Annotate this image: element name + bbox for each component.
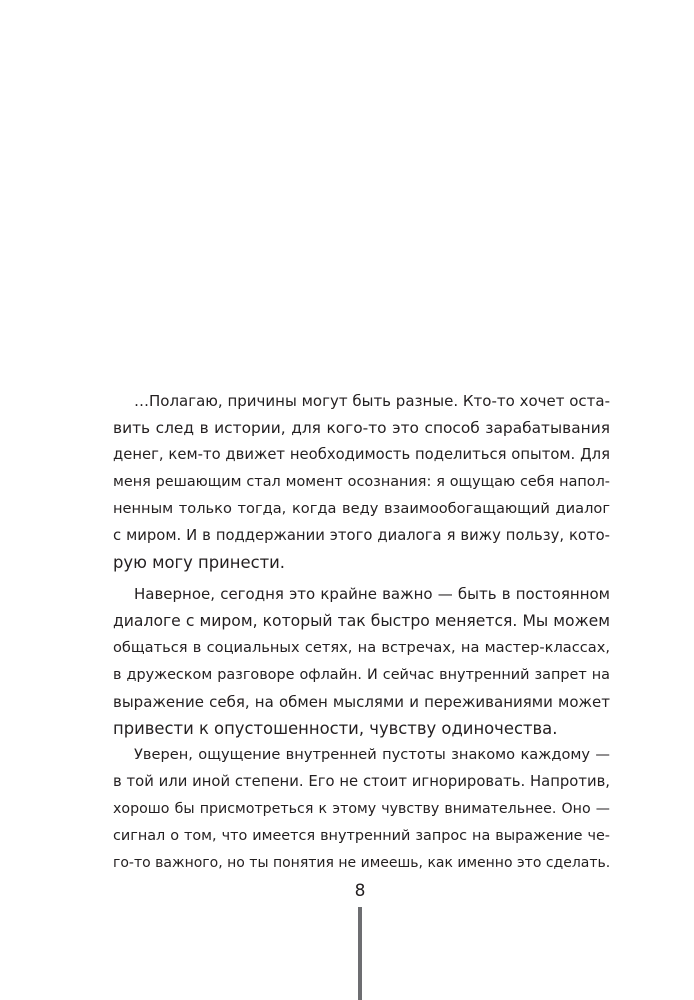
paragraph-line: вить след в истории, для кого-то это способ зарабатывания	[113, 419, 610, 437]
paragraph-line: го-то важного, но ты понятия не имеешь, как именно это сделать.	[113, 855, 611, 871]
paragraph-line: денег, кем-то движет необходимость поделиться опытом. Для	[113, 446, 610, 463]
page-marker-bar	[358, 907, 362, 1000]
paragraph-line: с миром. И в поддержании этого диалога я вижу пользу, кото-	[113, 527, 610, 544]
paragraph-line: рую могу принести.	[113, 553, 286, 572]
paragraph-line: в той или иной степени. Его не стоит игнорировать. Напротив,	[113, 773, 610, 790]
paragraph-line: сигнал о том, что имеется внутренний запрос на выражение че-	[113, 828, 610, 844]
paragraph-line: выражение себя, на обмен мыслями и переживаниями может	[113, 693, 610, 711]
paragraph-line: меня решающим стал момент осознания: я ощущаю себя напол-	[113, 474, 610, 490]
page-number: 8	[354, 881, 366, 901]
paragraph-line: Наверное, сегодня это крайне важно — быть в постоянном	[134, 585, 610, 603]
paragraph-line: Уверен, ощущение внутренней пустоты знакомо каждому —	[134, 746, 610, 763]
paragraph-line: …Полагаю, причины могут быть разные. Кто-то хочет оста-	[134, 392, 610, 410]
paragraph-line: привести к опустошенности, чувству одиночества.	[113, 719, 558, 738]
paragraph-line: ненным только тогда, когда веду взаимообогащающий диалог	[113, 500, 610, 517]
paragraph-line: в дружеском разговоре офлайн. И сейчас внутренний запрет на	[113, 667, 610, 683]
paragraph-line: общаться в социальных сетях, на встречах, на мастер-классах,	[113, 639, 610, 656]
paragraph-line: диалоге с миром, который так быстро меняется. Мы можем	[113, 612, 610, 630]
paragraph-line: хорошо бы присмотреться к этому чувству внимательнее. Оно —	[113, 801, 610, 817]
